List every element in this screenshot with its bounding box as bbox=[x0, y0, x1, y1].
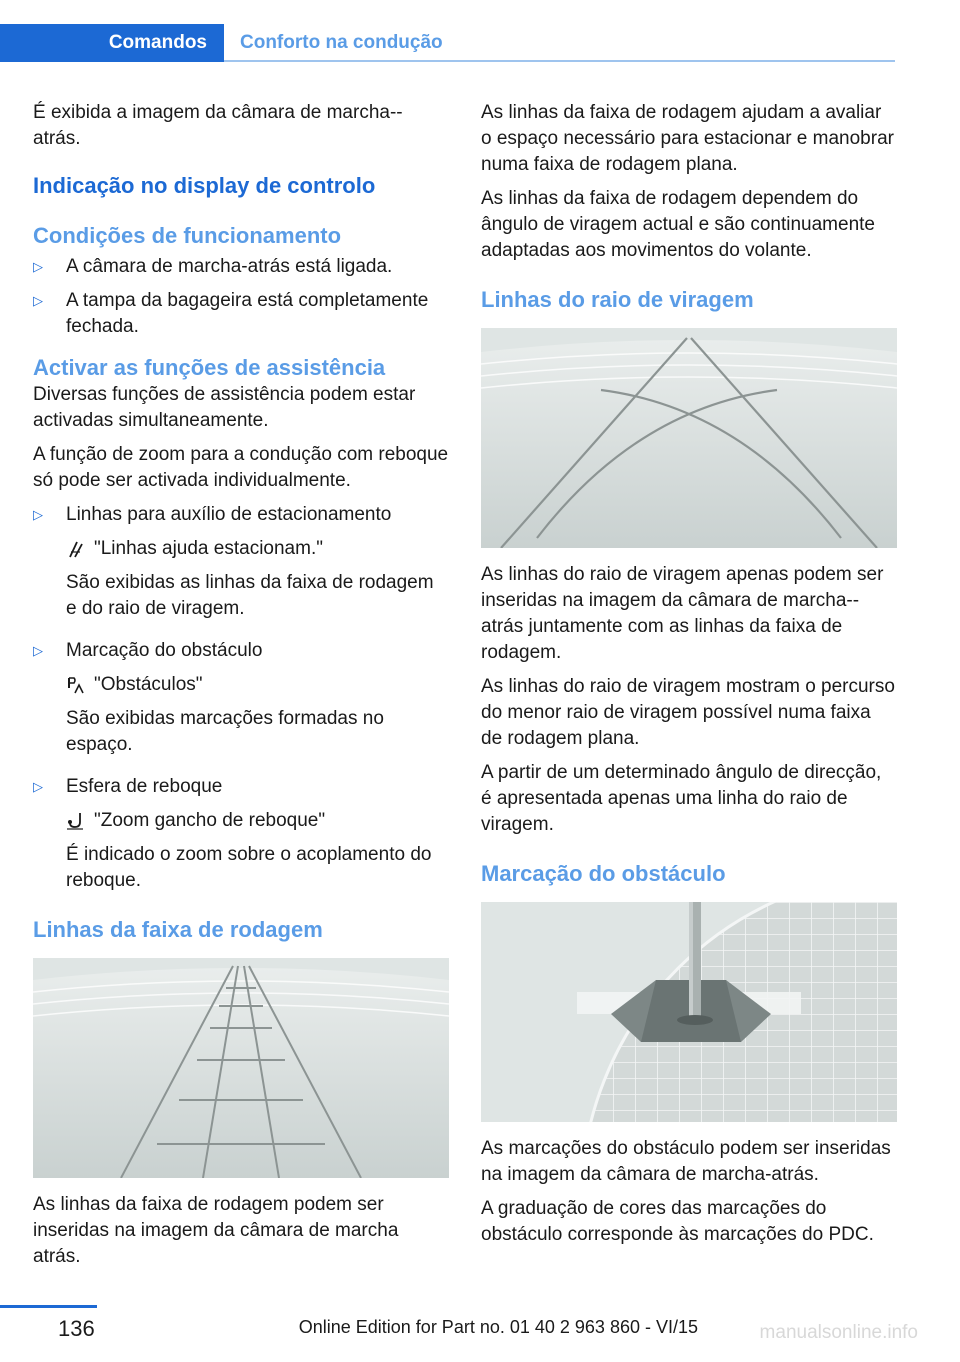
obstacle-icon bbox=[66, 676, 84, 694]
activate-text-2: A função de zoom para a condução com reboque só pode ser activada individualmente. bbox=[33, 444, 449, 491]
footer-rule bbox=[0, 1305, 97, 1308]
lane-lines-image bbox=[33, 958, 449, 1178]
menu-entry-obstacles[interactable] bbox=[66, 672, 449, 698]
triangle-bullet-icon: ▷ bbox=[33, 293, 43, 308]
lane-text-2: As linhas da faixa de rodagem dependem do ângulo de viragem actual e são continuamente adaptadas aos movimentos do volante. bbox=[481, 188, 875, 261]
function-title: Marcação do obstáculo bbox=[66, 640, 263, 661]
right-column bbox=[481, 100, 897, 1256]
page-number: 136 bbox=[58, 1316, 95, 1341]
menu-entry-tow-hook[interactable] bbox=[66, 808, 449, 834]
tab-conforto[interactable] bbox=[240, 24, 443, 62]
tab-comandos-label: Comandos bbox=[108, 32, 207, 53]
triangle-bullet-icon: ▷ bbox=[33, 779, 43, 794]
heading-display: Indicação no display de controlo bbox=[33, 173, 376, 198]
tow-hook-icon bbox=[66, 812, 84, 830]
watermark: manualsonline.info bbox=[759, 1322, 918, 1343]
function-desc: É indicado o zoom sobre o acoplamento do reboque. bbox=[66, 844, 432, 891]
heading-lane-lines: Linhas da faixa de rodagem bbox=[33, 917, 323, 942]
lane-text-1: As linhas da faixa de rodagem ajudam a avaliar o espaço necessário para estacionar e manobrar numa faixa de rodagem plana. bbox=[481, 102, 894, 175]
chapter-tabs bbox=[0, 24, 895, 62]
heading-conditions: Condições de funcionamento bbox=[33, 223, 342, 248]
function-item bbox=[33, 638, 449, 766]
edition-label: Online Edition for Part no. 01 40 2 963 860 - VI/15 bbox=[298, 1317, 698, 1337]
tab-conforto-label: Conforto na condução bbox=[240, 32, 443, 53]
obstacle-marking-image bbox=[481, 902, 897, 1122]
turning-radius-image bbox=[481, 328, 897, 548]
condition-text: A tampa da bagageira está completamente fechada. bbox=[66, 290, 429, 337]
triangle-bullet-icon: ▷ bbox=[33, 259, 43, 274]
activate-text-1: Diversas funções de assistência podem estar activadas simultaneamente. bbox=[33, 384, 416, 431]
triangle-bullet-icon: ▷ bbox=[33, 643, 43, 658]
condition-text: A câmara de marcha-atrás está ligada. bbox=[66, 256, 393, 277]
condition-item bbox=[33, 288, 449, 340]
menu-label: "Linhas ajuda estacionam." bbox=[94, 538, 323, 559]
tab-comandos[interactable] bbox=[0, 24, 224, 62]
heading-obstacle: Marcação do obstáculo bbox=[481, 861, 726, 886]
turn-text-2: As linhas do raio de viragem mostram o percurso do menor raio de viragem possível numa faixa de rodagem plana. bbox=[481, 676, 895, 749]
condition-item bbox=[33, 254, 449, 280]
function-title: Esfera de reboque bbox=[66, 776, 223, 797]
function-item bbox=[33, 502, 449, 630]
left-column bbox=[33, 100, 449, 1278]
menu-entry-parking-lines[interactable] bbox=[66, 536, 449, 562]
obstacle-text-2: A graduação de cores das marcações do obstáculo corresponde às marcações do PDC. bbox=[481, 1198, 874, 1245]
function-item bbox=[33, 774, 449, 902]
parking-lines-icon bbox=[66, 540, 84, 558]
function-title: Linhas para auxílio de estacionamento bbox=[66, 504, 392, 525]
lane-caption: As linhas da faixa de rodagem podem ser inseridas na imagem da câmara de marcha atrás. bbox=[33, 1194, 399, 1267]
triangle-bullet-icon: ▷ bbox=[33, 507, 43, 522]
turn-text-3: A partir de um determinado ângulo de direcção, é apresentada apenas uma linha do raio de viragem. bbox=[481, 762, 882, 835]
menu-label: "Zoom gancho de reboque" bbox=[94, 810, 326, 831]
menu-label: "Obstáculos" bbox=[94, 674, 203, 695]
obstacle-text-1: As marcações do obstáculo podem ser inseridas na imagem da câmara de marcha-atrás. bbox=[481, 1138, 891, 1185]
intro-text: É exibida a imagem da câmara de marcha--atrás. bbox=[33, 102, 403, 149]
function-desc: São exibidas as linhas da faixa de rodagem e do raio de viragem. bbox=[66, 572, 434, 619]
heading-activate: Activar as funções de assistência bbox=[33, 355, 386, 380]
function-desc: São exibidas marcações formadas no espaço. bbox=[66, 708, 384, 755]
heading-turning-radius: Linhas do raio de viragem bbox=[481, 287, 754, 312]
turn-text-1: As linhas do raio de viragem apenas podem ser inseridas na imagem da câmara de marcha--atrás juntamente com as linhas da faixa de rodagem. bbox=[481, 564, 884, 663]
